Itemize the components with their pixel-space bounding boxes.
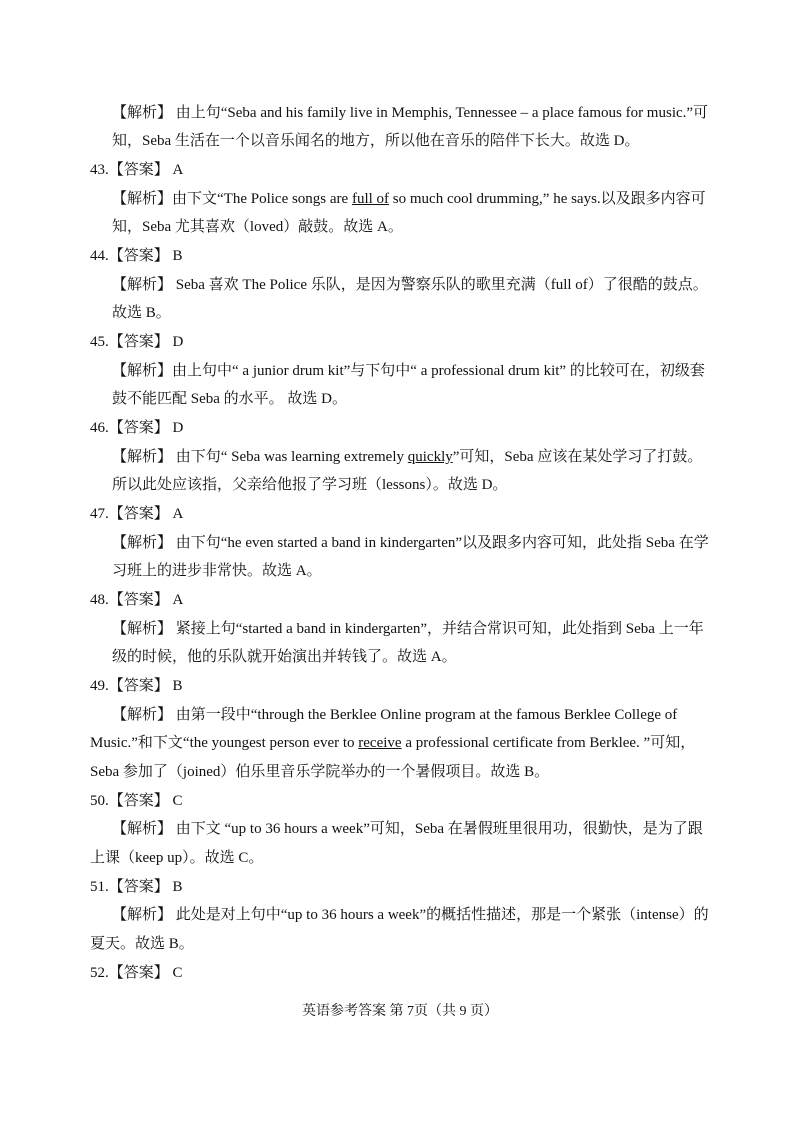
- analysis-44-line-1: 【解析】 Seba 喜欢 The Police 乐队，是因为警察乐队的歌里充满（full of）了很酷的鼓点。: [112, 277, 708, 293]
- analysis-48-line-1: 【解析】 紧接上句“started a band in kindergarten”，并结合常识可知，此处指到 Seba 上一年: [112, 621, 704, 637]
- analysis-48-line-2: 级的时候，他的乐队就开始演出并转钱了。故选 A。: [112, 649, 457, 665]
- analysis-47-line-1: 【解析】 由下句“he even started a band in kindergarten”以及跟多内容可知，此处指 Seba 在学: [112, 535, 709, 551]
- answer-51: 51.【答案】 B: [90, 879, 183, 895]
- analysis-45-line-2: 鼓不能匹配 Seba 的水平。 故选 D。: [112, 391, 347, 407]
- analysis-43-text-b: so much cool drumming,” he says.以及跟多内容可: [389, 191, 706, 207]
- answer-52: 52.【答案】 C: [90, 965, 183, 981]
- analysis-51-line-2: 夏天。故选 B。: [90, 936, 194, 952]
- analysis-47-line-2: 习班上的进步非常快。故选 A。: [112, 563, 322, 579]
- analysis-43-underlined: full of: [351, 191, 390, 207]
- answer-47: 47.【答案】 A: [90, 506, 184, 522]
- analysis-49-line-3: Seba 参加了（joined）伯乐里音乐学院举办的一个暑假项目。故选 B。: [90, 764, 550, 780]
- answer-43: 43.【答案】 A: [90, 162, 184, 178]
- analysis-42-line-2: 知，Seba 生活在一个以音乐闻名的地方，所以他在音乐的陪伴下长大。故选 D。: [112, 133, 640, 149]
- analysis-51-line-1: 【解析】 此处是对上句中“up to 36 hours a week”的概括性描述，那是一个紧张（intense）的: [112, 907, 709, 923]
- analysis-49-line-1: 【解析】 由第一段中“through the Berklee Online program at the famous Berklee College of: [112, 707, 678, 723]
- answer-45: 45.【答案】 D: [90, 334, 184, 350]
- analysis-44-line-2: 故选 B。: [112, 305, 171, 321]
- analysis-46-text-a: 【解析】 由下句“ Seba was learning extremely: [112, 449, 408, 465]
- analysis-46-line-1: [112, 447, 702, 467]
- analysis-50-line-2: 上课（keep up）。故选 C。: [90, 850, 264, 866]
- analysis-43-line-1: [112, 189, 706, 209]
- analysis-49-underlined: receive: [358, 735, 402, 751]
- analysis-46-line-2: 所以此处应该指，父亲给他报了学习班（lessons）。故选 D。: [112, 477, 508, 493]
- analysis-50-line-1: 【解析】 由下文 “up to 36 hours a week”可知，Seba 在暑假班里很用功，很勤快，是为了跟: [112, 821, 703, 837]
- analysis-45-line-1: 【解析】由上句中“ a junior drum kit”与下句中“ a professional drum kit” 的比较可在，初级套: [112, 363, 705, 379]
- answer-50: 50.【答案】 C: [90, 793, 183, 809]
- analysis-49-line-2: [90, 733, 695, 753]
- answer-46: 46.【答案】 D: [90, 420, 184, 436]
- answer-49: 49.【答案】 B: [90, 678, 183, 694]
- analysis-46-text-b: ”可知，Seba 应该在某处学习了打鼓。: [452, 449, 703, 465]
- answer-44: 44.【答案】 B: [90, 248, 183, 264]
- analysis-43-line-2: 知，Seba 尤其喜欢（loved）敲鼓。故选 A。: [112, 219, 403, 235]
- analysis-49-text-b: a professional certificate from Berklee. ”可知，: [401, 735, 696, 751]
- analysis-43-text-a: 【解析】由下文“The Police songs are: [112, 191, 352, 207]
- analysis-46-underlined: quickly: [407, 449, 453, 465]
- page-footer: 英语参考答案 第 7页（共 9 页）: [302, 1004, 498, 1019]
- analysis-49-text-a: Music.”和下文“the youngest person ever to: [90, 735, 359, 751]
- answer-48: 48.【答案】 A: [90, 592, 184, 608]
- analysis-42-line-1: 【解析】 由上句“Seba and his family live in Memphis, Tennessee – a place famous for music.”可: [112, 105, 709, 121]
